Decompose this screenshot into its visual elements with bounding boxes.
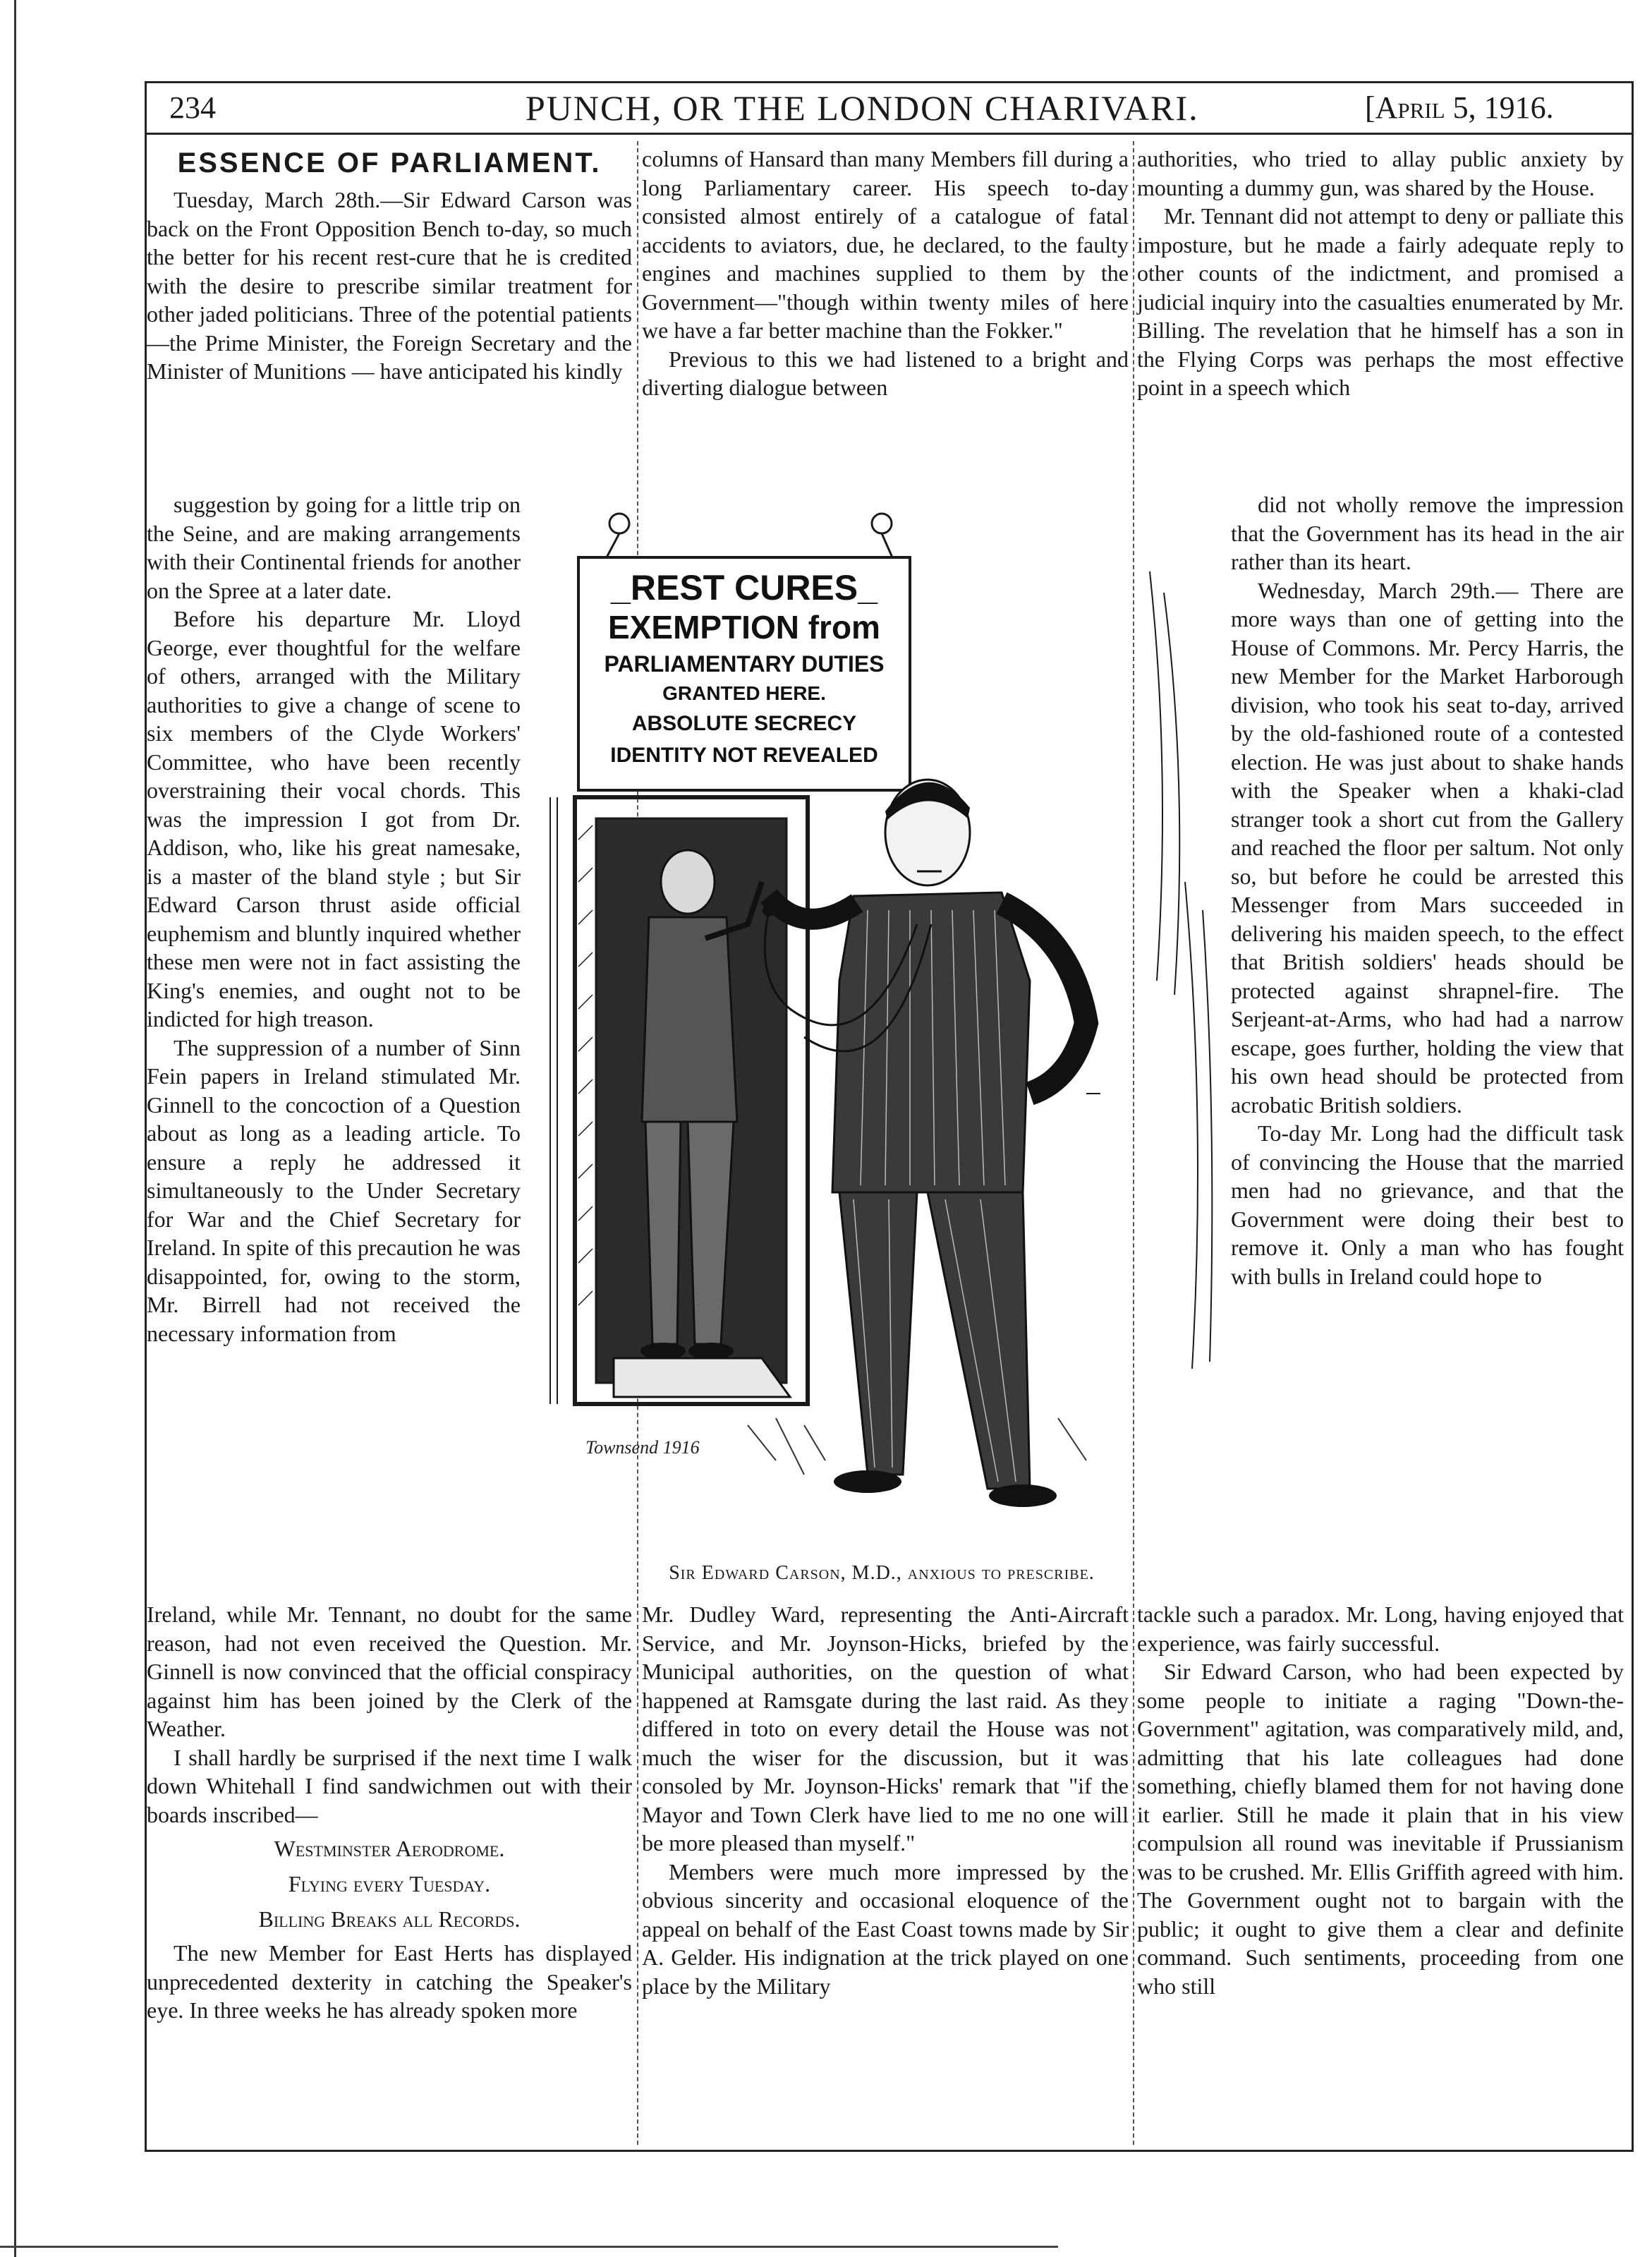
paragraph: Wednesday, March 29th.— There are more ways than one of getting into the House of Commons. Mr. Percy Harris, the new Member for the Market Harborough division, who took his seat to-day, arrived by the old-fashioned route of a contested election. He was just about to shake hands with the Speaker when a khaki-clad stranger took a short cut from the Gallery and reached the floor per saltum. Not only so, but before he could be arrested this Messenger from Mars succeeded in delivering his maiden speech, to the effect that British soldiers' heads should be protected against shrapnel-fire. The Serjeant-at-Arms, who had had a narrow escape, goes further, holding the view that his own head should be protected from acrobatic British soldiers. (1231, 577, 1624, 1118)
issue-date: [April 5, 1916. (1365, 90, 1554, 125)
header-rule (145, 133, 1633, 135)
paragraph: Sir Edward Carson, who had been expected by some people to initiate a raging "Down-the-Government" agitation, was comparatively mild, and, admitting that his late colleagues had done something, chiefly blamed them for not having done it earlier. Still he made it plain that in his view compulsion all round was inevitable if Prussianism was to be crushed. Mr. Ellis Griffith agreed with him. The Government ought not to bargain with the public; it ought to give them a clear and definite command. Such sentiments, proceeding from one who still (1137, 1659, 1624, 1999)
doctor-figure (763, 780, 1086, 1507)
paragraph: tackle such a paradox. Mr. Long, having enjoyed that experience, was fairly successful. (1137, 1602, 1624, 1656)
page-number: 234 (169, 90, 216, 125)
column-3-top (1137, 145, 1624, 402)
paragraph: Mr. Dudley Ward, representing the Anti-Aircraft Service, and Mr. Joynson-Hicks, briefed by the Municipal authorities, on the question of what happened at Ramsgate during the last raid. As they differed in toto on every detail the House was not much the wiser for the discussion, but it was consoled by Mr. Joynson-Hicks' remark that "if the Mayor and Town Clerk have lied to me no one will be more pleased than myself." (642, 1602, 1129, 1856)
cartoon-illustration (536, 487, 1220, 1559)
inscription-line: Billing Breaks all Records. (258, 1906, 521, 1932)
column-3-narrow (1231, 490, 1624, 1290)
column-3-bottom (1137, 1600, 1624, 2000)
column-2-top (642, 145, 1129, 402)
column-2-bottom (642, 1600, 1129, 2000)
frame-rule-bottom (145, 2150, 1633, 2152)
sign-line: IDENTITY NOT REVEALED (610, 744, 878, 767)
sign-line: EXEMPTION from (608, 609, 880, 646)
scan-edge-line (0, 2246, 1058, 2248)
sign-line: GRANTED HERE. (662, 682, 826, 704)
binding-rule (14, 0, 16, 2257)
booth-step (614, 1358, 790, 1397)
sign-line: PARLIAMENTARY DUTIES (604, 651, 885, 677)
paragraph: The new Member for East Herts has displayed unprecedented dexterity in catching the Speaker's eye. In three weeks he has already spoken more (147, 1940, 632, 2023)
paragraph: Ireland, while Mr. Tennant, no doubt for the same reason, had not even received the Question. Mr. Ginnell is now convinced that the official conspiracy against him has been joined by the Clerk of the Weather. (147, 1602, 632, 1741)
paragraph: Tuesday, March 28th.—Sir Edward Carson was back on the Front Opposition Bench to-day, so much the better for his recent rest-cure that he is credited with the desire to prescribe similar treatment for other jaded politicians. Three of the potential patients —the Prime Minister, the Foreign Secretary and the Minister of Munitions — have anticipated his kindly (147, 187, 632, 384)
cartoon-caption: Sir Edward Carson, M.D., anxious to prescribe. (669, 1562, 1095, 1584)
artist-signature: Townsend 1916 (585, 1437, 700, 1458)
inscription-line: Westminster Aerodrome. (274, 1836, 505, 1861)
paragraph: To-day Mr. Long had the difficult task of convincing the House that the married men had no grievance, and that the Government were doing their best to remove it. Only a man who has fought with bulls in Ireland could hope to (1231, 1120, 1624, 1289)
paragraph: did not wholly remove the impression that the Government has its head in the air rather than its heart. (1231, 492, 1624, 574)
column-1-narrow (147, 490, 521, 1348)
sign-ring-left (609, 514, 629, 533)
paragraph: suggestion by going for a little trip on the Seine, and are making arrangements with their Continental friends for another on the Spree at a later date. (147, 492, 521, 603)
sign-line: ABSOLUTE SECRECY (631, 712, 857, 735)
paragraph: Members were much more impressed by the obvious sincerity and occasional eloquence of the appeal on behalf of the East Coast towns made by Sir A. Gelder. His indignation at the trick played on one place by the Military (642, 1858, 1129, 1999)
paragraph: columns of Hansard than many Members fill during a long Parliamentary career. His speech to-day consisted almost entirely of a catalogue of fatal accidents to aviators, due, he declared, to the faulty engines and machines supplied to them by the Government—"though within twenty miles of here we have a far better machine than the Fokker." (642, 146, 1129, 343)
paragraph: The suppression of a number of Sinn Fein papers in Ireland stimulated Mr. Ginnell to the concoction of a Question about as long as a leading article. To ensure a reply he addressed it simultaneously to the Under Secretary for War and the Chief Secretary for Ireland. In spite of this precaution he was disappointed, for, owing to the storm, Mr. Birrell had not received the necessary information from (147, 1034, 521, 1346)
running-title: PUNCH, OR THE LONDON CHARIVARI. (526, 88, 1199, 128)
column-1-top (147, 145, 632, 386)
paragraph: Before his departure Mr. Lloyd George, ever thoughtful for the welfare of others, arranged with the Military authorities to give a change of scene to six members of the Clyde Workers' Committee, who have been recently overstraining their vocal chords. This was the impression I got from Dr. Addison, who, like his great namesake, is a master of the bland style ; but Sir Edward Carson thrust aside official euphemism and bluntly inquired whether these men were not in fact assisting the King's enemies, and ought not to be indicted for high treason. (147, 606, 521, 1031)
paragraph: authorities, who tried to allay public anxiety by mounting a dummy gun, was shared by the House. (1137, 146, 1624, 200)
paragraph: I shall hardly be surprised if the next time I walk down Whitehall I find sandwichmen out with their boards inscribed— (147, 1744, 632, 1827)
paragraph: Mr. Tennant did not attempt to deny or palliate this imposture, but he made a fairly adequate reply to other counts of the indictment, and promised a judicial inquiry into the casualties enumerated by Mr. Billing. The revelation that he himself has a son in the Flying Corps was perhaps the most effective point in a speech which (1137, 203, 1624, 400)
sign-line: _REST CURES_ (611, 568, 877, 607)
column-1-bottom (147, 1600, 632, 2025)
inscription-line: Flying every Tuesday. (288, 1871, 491, 1896)
sign-ring-right (872, 514, 892, 533)
article-title: ESSENCE OF PARLIAMENT. (177, 147, 602, 178)
frame-rule-right (1632, 81, 1634, 2152)
paragraph: Previous to this we had listened to a bright and diverting dialogue between (642, 346, 1129, 400)
